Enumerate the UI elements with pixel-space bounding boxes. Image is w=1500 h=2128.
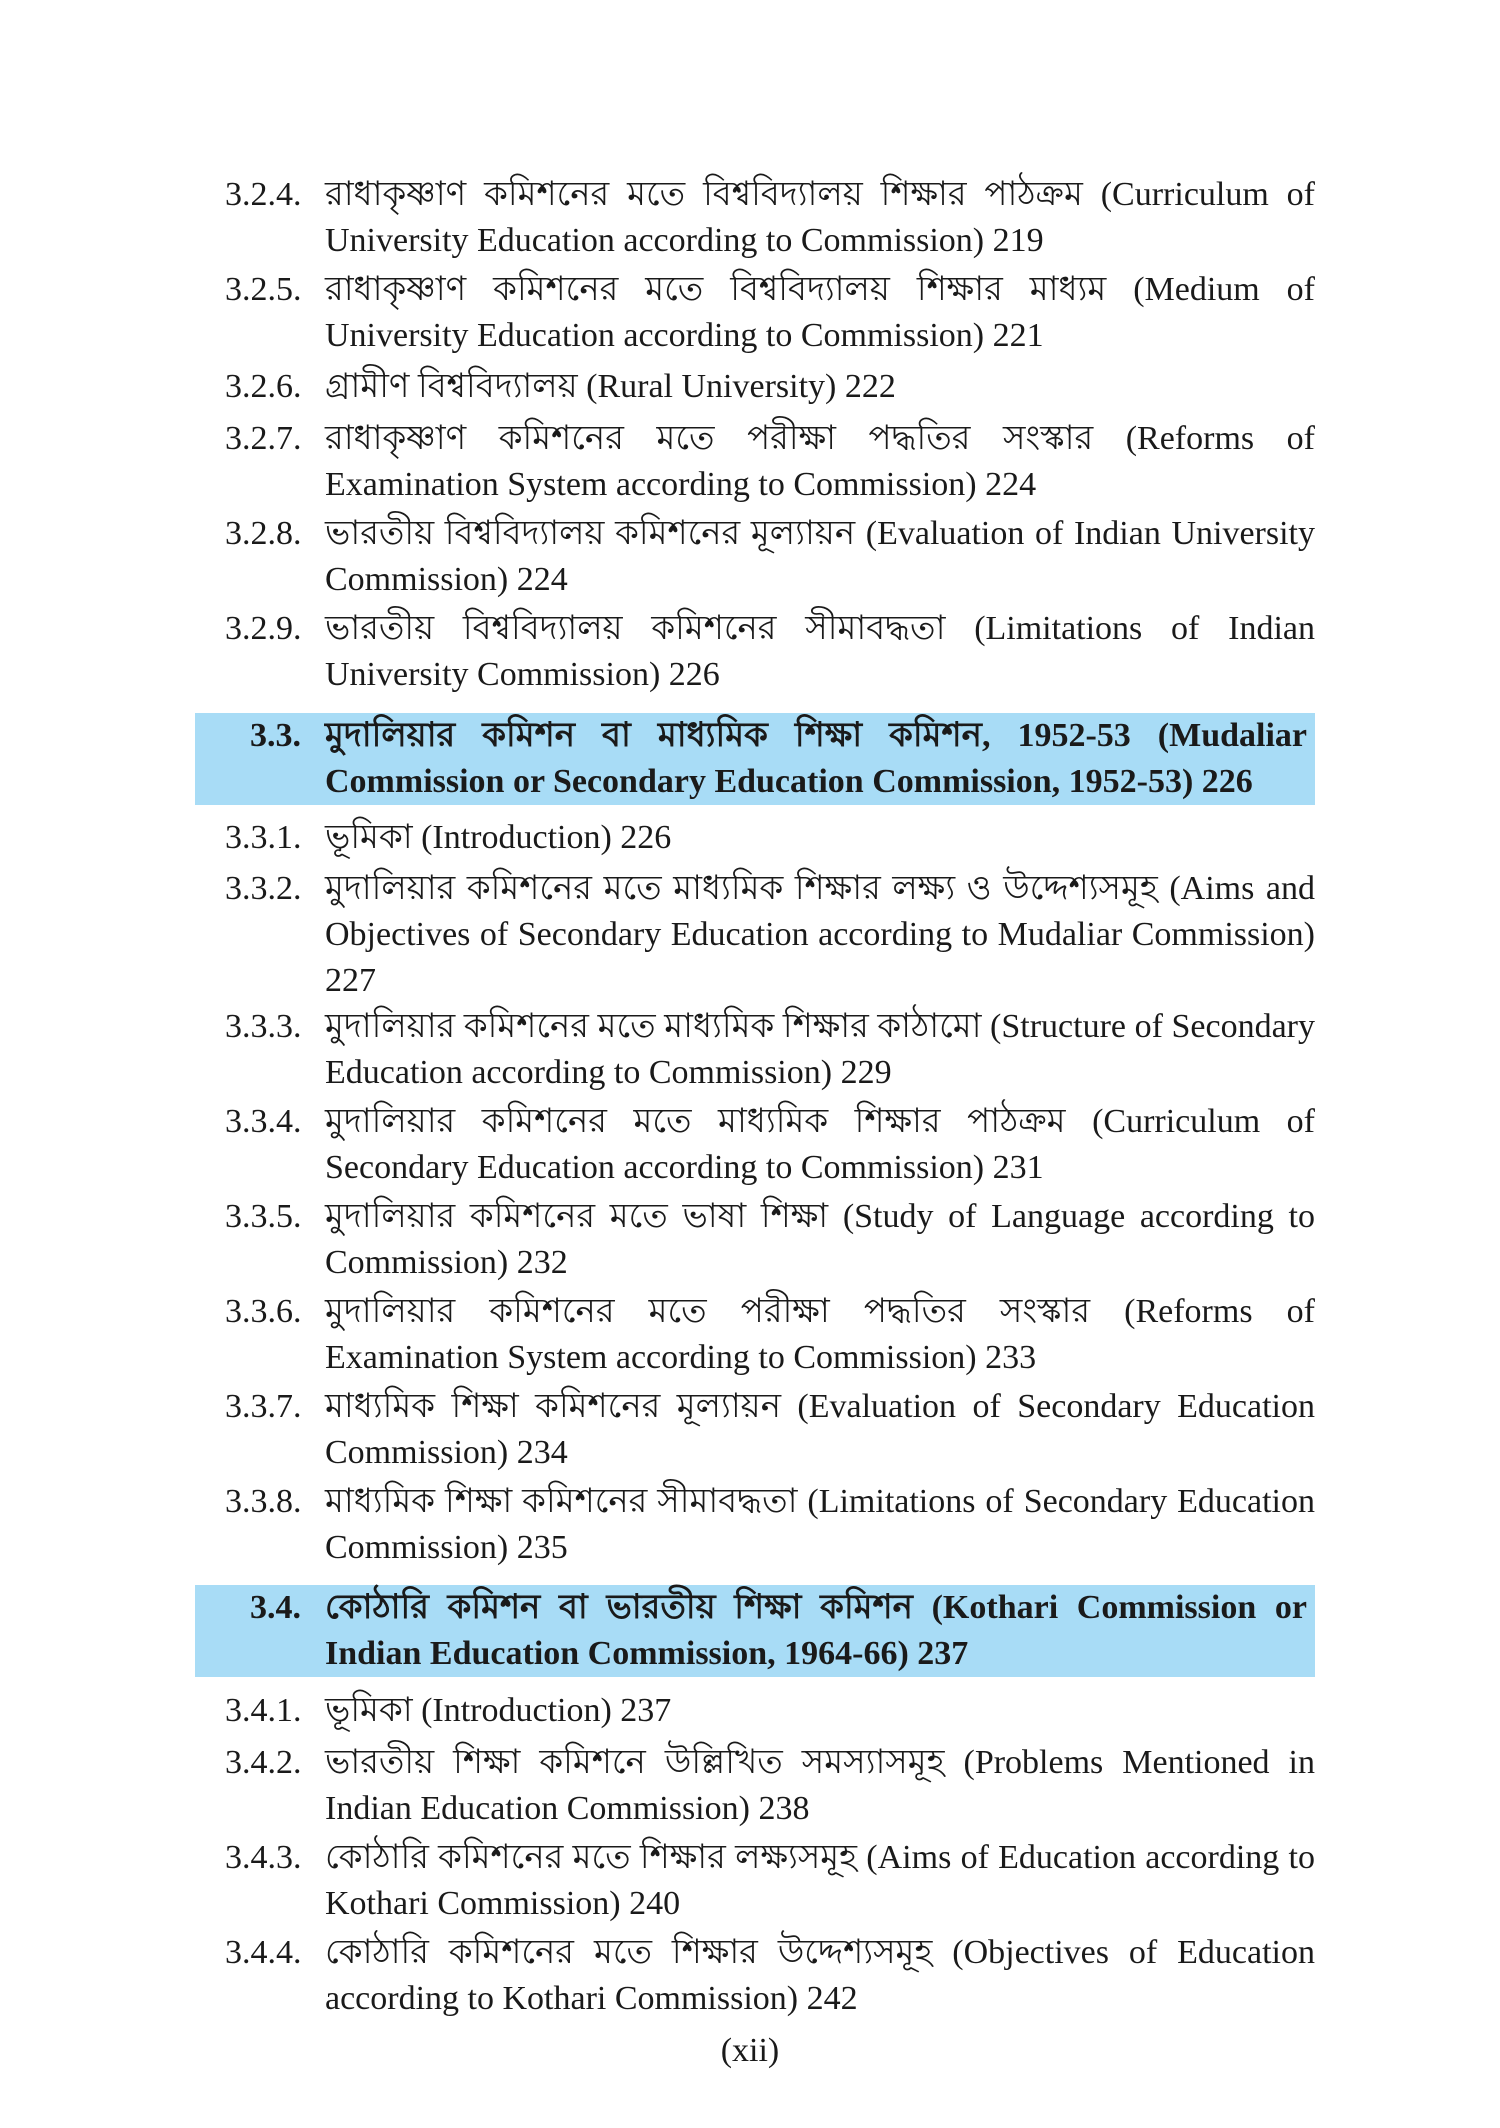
toc-entry-3-3-4 [225,1099,1315,1191]
toc-entry-3-2-9 [225,606,1315,698]
entry-title: মুদালিয়ার কমিশনের মতে মাধ্যমিক শিক্ষার কাঠামো (Structure of Secondary Education according to Commission) 229 [325,1008,1315,1091]
entry-number: 3.4.3. [225,1839,302,1876]
toc-entry-3-4-1 [225,1688,1315,1734]
toc-entry-3-2-5 [225,267,1315,359]
section-title: কোঠারি কমিশন বা ভারতীয় শিক্ষা কমিশন (Kothari Commission or Indian Education Commission, 1964-66) 237 [325,1589,1307,1672]
entry-title: ভারতীয় বিশ্ববিদ্যালয় কমিশনের মূল্যায়ন (Evaluation of Indian University Commission) 224 [325,515,1315,598]
entry-title: মাধ্যমিক শিক্ষা কমিশনের মূল্যায়ন (Evaluation of Secondary Education Commission) 234 [325,1388,1315,1471]
toc-section-3-4 [195,1585,1315,1677]
entry-number: 3.3.4. [225,1103,302,1140]
section-number: 3.4. [250,1589,301,1626]
entry-number: 3.2.6. [225,368,302,405]
entry-number: 3.2.8. [225,515,302,552]
entry-number: 3.3.1. [225,819,302,856]
toc-entry-3-3-6 [225,1289,1315,1381]
entry-number: 3.2.7. [225,420,302,457]
toc-entry-3-2-4 [225,172,1315,264]
entry-title: ভারতীয় বিশ্ববিদ্যালয় কমিশনের সীমাবদ্ধতা (Limitations of Indian University Commission) 226 [325,610,1315,693]
toc-entry-3-2-6 [225,364,1315,410]
entry-number: 3.3.2. [225,870,302,907]
entry-number: 3.4.2. [225,1744,302,1781]
entry-number: 3.2.4. [225,176,302,213]
entry-title: মুদালিয়ার কমিশনের মতে পরীক্ষা পদ্ধতির সংস্কার (Reforms of Examination System according to Commission) 233 [325,1293,1315,1376]
entry-number: 3.2.5. [225,271,302,308]
toc-entry-3-4-2 [225,1740,1315,1832]
entry-title: ভূমিকা (Introduction) 226 [325,819,672,856]
entry-title: রাধাকৃষ্ণাণ কমিশনের মতে বিশ্ববিদ্যালয় শিক্ষার পাঠক্রম (Curriculum of University Education according to Commission) 219 [325,176,1315,259]
toc-entry-3-3-8 [225,1479,1315,1571]
entry-number: 3.3.3. [225,1008,302,1045]
entry-title: মুদালিয়ার কমিশনের মতে মাধ্যমিক শিক্ষার পাঠক্রম (Curriculum of Secondary Education according to Commission) 231 [325,1103,1315,1186]
entry-title: কোঠারি কমিশনের মতে শিক্ষার উদ্দেশ্যসমূহ (Objectives of Education according to Kothari Commission) 242 [325,1934,1315,2017]
entry-number: 3.3.7. [225,1388,302,1425]
entry-number: 3.4.1. [225,1692,302,1729]
entry-number: 3.4.4. [225,1934,302,1971]
entry-title: রাধাকৃষ্ণাণ কমিশনের মতে বিশ্ববিদ্যালয় শিক্ষার মাধ্যম (Medium of University Education according to Commission) 221 [325,271,1315,354]
toc-entry-3-3-3 [225,1004,1315,1096]
toc-entry-3-3-7 [225,1384,1315,1476]
toc-entry-3-4-3 [225,1835,1315,1927]
page-number: (xii) [720,2032,780,2069]
entry-number: 3.3.8. [225,1483,302,1520]
toc-section-3-3 [195,713,1315,805]
toc-entry-3-3-5 [225,1194,1315,1286]
entry-title: মাধ্যমিক শিক্ষা কমিশনের সীমাবদ্ধতা (Limitations of Secondary Education Commission) 235 [325,1483,1315,1566]
entry-number: 3.2.9. [225,610,302,647]
toc-entry-3-3-2 [225,866,1315,1004]
section-title: মুদালিয়ার কমিশন বা মাধ্যমিক শিক্ষা কমিশন, 1952-53 (Mudaliar Commission or Secondary Education Commission, 1952-53) 226 [325,717,1307,800]
entry-title: রাধাকৃষ্ণাণ কমিশনের মতে পরীক্ষা পদ্ধতির সংস্কার (Reforms of Examination System according to Commission) 224 [325,420,1315,503]
toc-entry-3-4-4 [225,1930,1315,2022]
entry-title: ভূমিকা (Introduction) 237 [325,1692,672,1729]
toc-entry-3-2-7 [225,416,1315,508]
toc-entry-3-3-1 [225,815,1315,861]
entry-title: ভারতীয় শিক্ষা কমিশনে উল্লিখিত সমস্যাসমূহ (Problems Mentioned in Indian Education Commission) 238 [325,1744,1315,1827]
entry-title: মুদালিয়ার কমিশনের মতে মাধ্যমিক শিক্ষার লক্ষ্য ও উদ্দেশ্যসমূহ (Aims and Objectives of Secondary Education according to Mudaliar Commission) 227 [325,870,1315,999]
entry-title: কোঠারি কমিশনের মতে শিক্ষার লক্ষ্যসমূহ (Aims of Education according to Kothari Commission) 240 [325,1839,1315,1922]
entry-title: গ্রামীণ বিশ্ববিদ্যালয় (Rural University) 222 [325,368,896,405]
section-number: 3.3. [250,717,301,754]
entry-title: মুদালিয়ার কমিশনের মতে ভাষা শিক্ষা (Study of Language according to Commission) 232 [325,1198,1315,1281]
toc-entry-3-2-8 [225,511,1315,603]
entry-number: 3.3.6. [225,1293,302,1330]
entry-number: 3.3.5. [225,1198,302,1235]
